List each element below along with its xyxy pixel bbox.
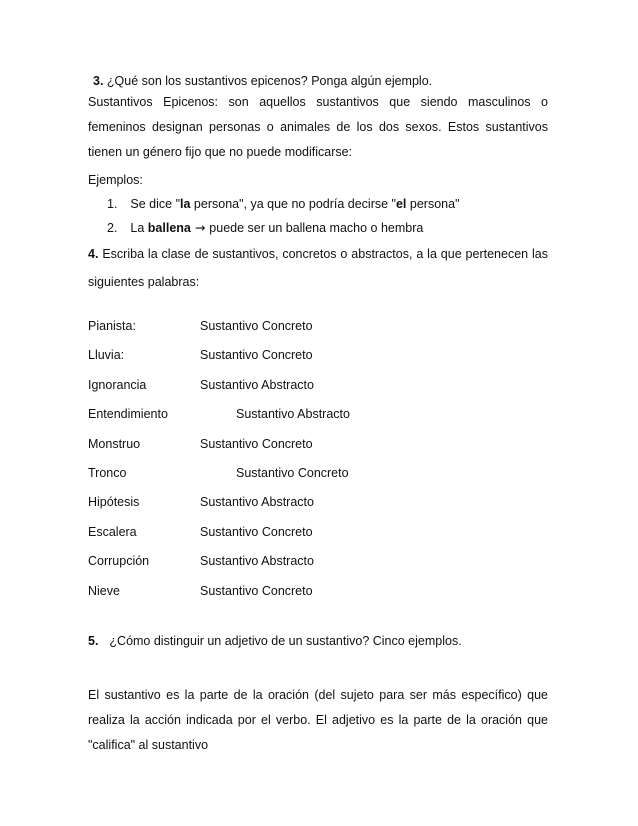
row-type: Sustantivo Concreto xyxy=(200,319,313,333)
example-2-bold: ballena xyxy=(147,221,191,235)
row-type: Sustantivo Concreto xyxy=(200,584,313,598)
question-3-answer-line-3: tienen un género fijo que no puede modificarse: xyxy=(88,145,353,159)
question-5-number: 5. xyxy=(88,634,99,648)
example-1-mid: persona", ya que no podría decirse " xyxy=(190,197,396,211)
question-4-text-1: Escriba la clase de sustantivos, concretos o abstractos, a la que pertenecen las xyxy=(102,247,548,261)
question-4-line-2: siguientes palabras: xyxy=(88,275,200,289)
row-type: Sustantivo Abstracto xyxy=(200,554,314,568)
example-1-bold-la: la xyxy=(180,197,191,211)
row-word: Tronco xyxy=(88,466,127,480)
question-4-line-1 xyxy=(88,242,548,267)
question-5-heading xyxy=(88,633,462,649)
row-word: Entendimiento xyxy=(88,407,168,421)
example-1-post: persona" xyxy=(406,197,460,211)
question-4-number: 4. xyxy=(88,247,99,261)
right-arrow-icon: → xyxy=(190,220,210,235)
row-type: Sustantivo Concreto xyxy=(200,525,313,539)
row-type: Sustantivo Abstracto xyxy=(200,378,314,392)
row-word: Escalera xyxy=(88,525,137,539)
row-word: Monstruo xyxy=(88,437,141,451)
example-2-pre: La xyxy=(130,221,148,235)
question-3-number: 3. xyxy=(93,74,104,88)
row-type: Sustantivo Abstracto xyxy=(236,407,350,421)
question-3-text: ¿Qué son los sustantivos epicenos? Ponga algún ejemplo. xyxy=(106,74,433,88)
row-type: Sustantivo Concreto xyxy=(200,437,313,451)
question-5-text: ¿Cómo distinguir un adjetivo de un sustantivo? Cinco ejemplos. xyxy=(109,634,462,648)
question-3-heading xyxy=(93,73,432,89)
row-word: Lluvia: xyxy=(88,348,125,362)
example-1 xyxy=(107,196,460,212)
question-3-answer-line-2: femeninos designan personas o animales de los dos sexos. Estos sustantivos xyxy=(88,120,548,134)
row-word: Nieve xyxy=(88,584,120,598)
example-2 xyxy=(107,220,423,236)
example-1-pre: Se dice " xyxy=(130,197,181,211)
example-1-bold-el: el xyxy=(395,197,407,211)
question-5-answer-line-1: El sustantivo es la parte de la oración (del sujeto para ser más específico) que xyxy=(88,688,548,702)
row-word: Pianista: xyxy=(88,319,136,333)
example-2-post: puede ser un ballena macho o hembra xyxy=(209,221,424,235)
row-word: Ignorancia xyxy=(88,378,147,392)
row-type: Sustantivo Abstracto xyxy=(200,495,314,509)
row-type: Sustantivo Concreto xyxy=(200,348,313,362)
question-5-answer-line-3: "califica" al sustantivo xyxy=(88,738,209,752)
example-2-number: 2. xyxy=(107,221,118,235)
row-word: Corrupción xyxy=(88,554,150,568)
row-type: Sustantivo Concreto xyxy=(236,466,349,480)
question-5-answer-line-2: realiza la acción indicada por el verbo. El adjetivo es la parte de la oración que xyxy=(88,713,548,727)
question-3-answer-line-1: Sustantivos Epicenos: son aquellos sustantivos que siendo masculinos o xyxy=(88,95,548,109)
examples-label: Ejemplos: xyxy=(88,173,143,187)
row-word: Hipótesis xyxy=(88,495,140,509)
example-1-number: 1. xyxy=(107,197,118,211)
